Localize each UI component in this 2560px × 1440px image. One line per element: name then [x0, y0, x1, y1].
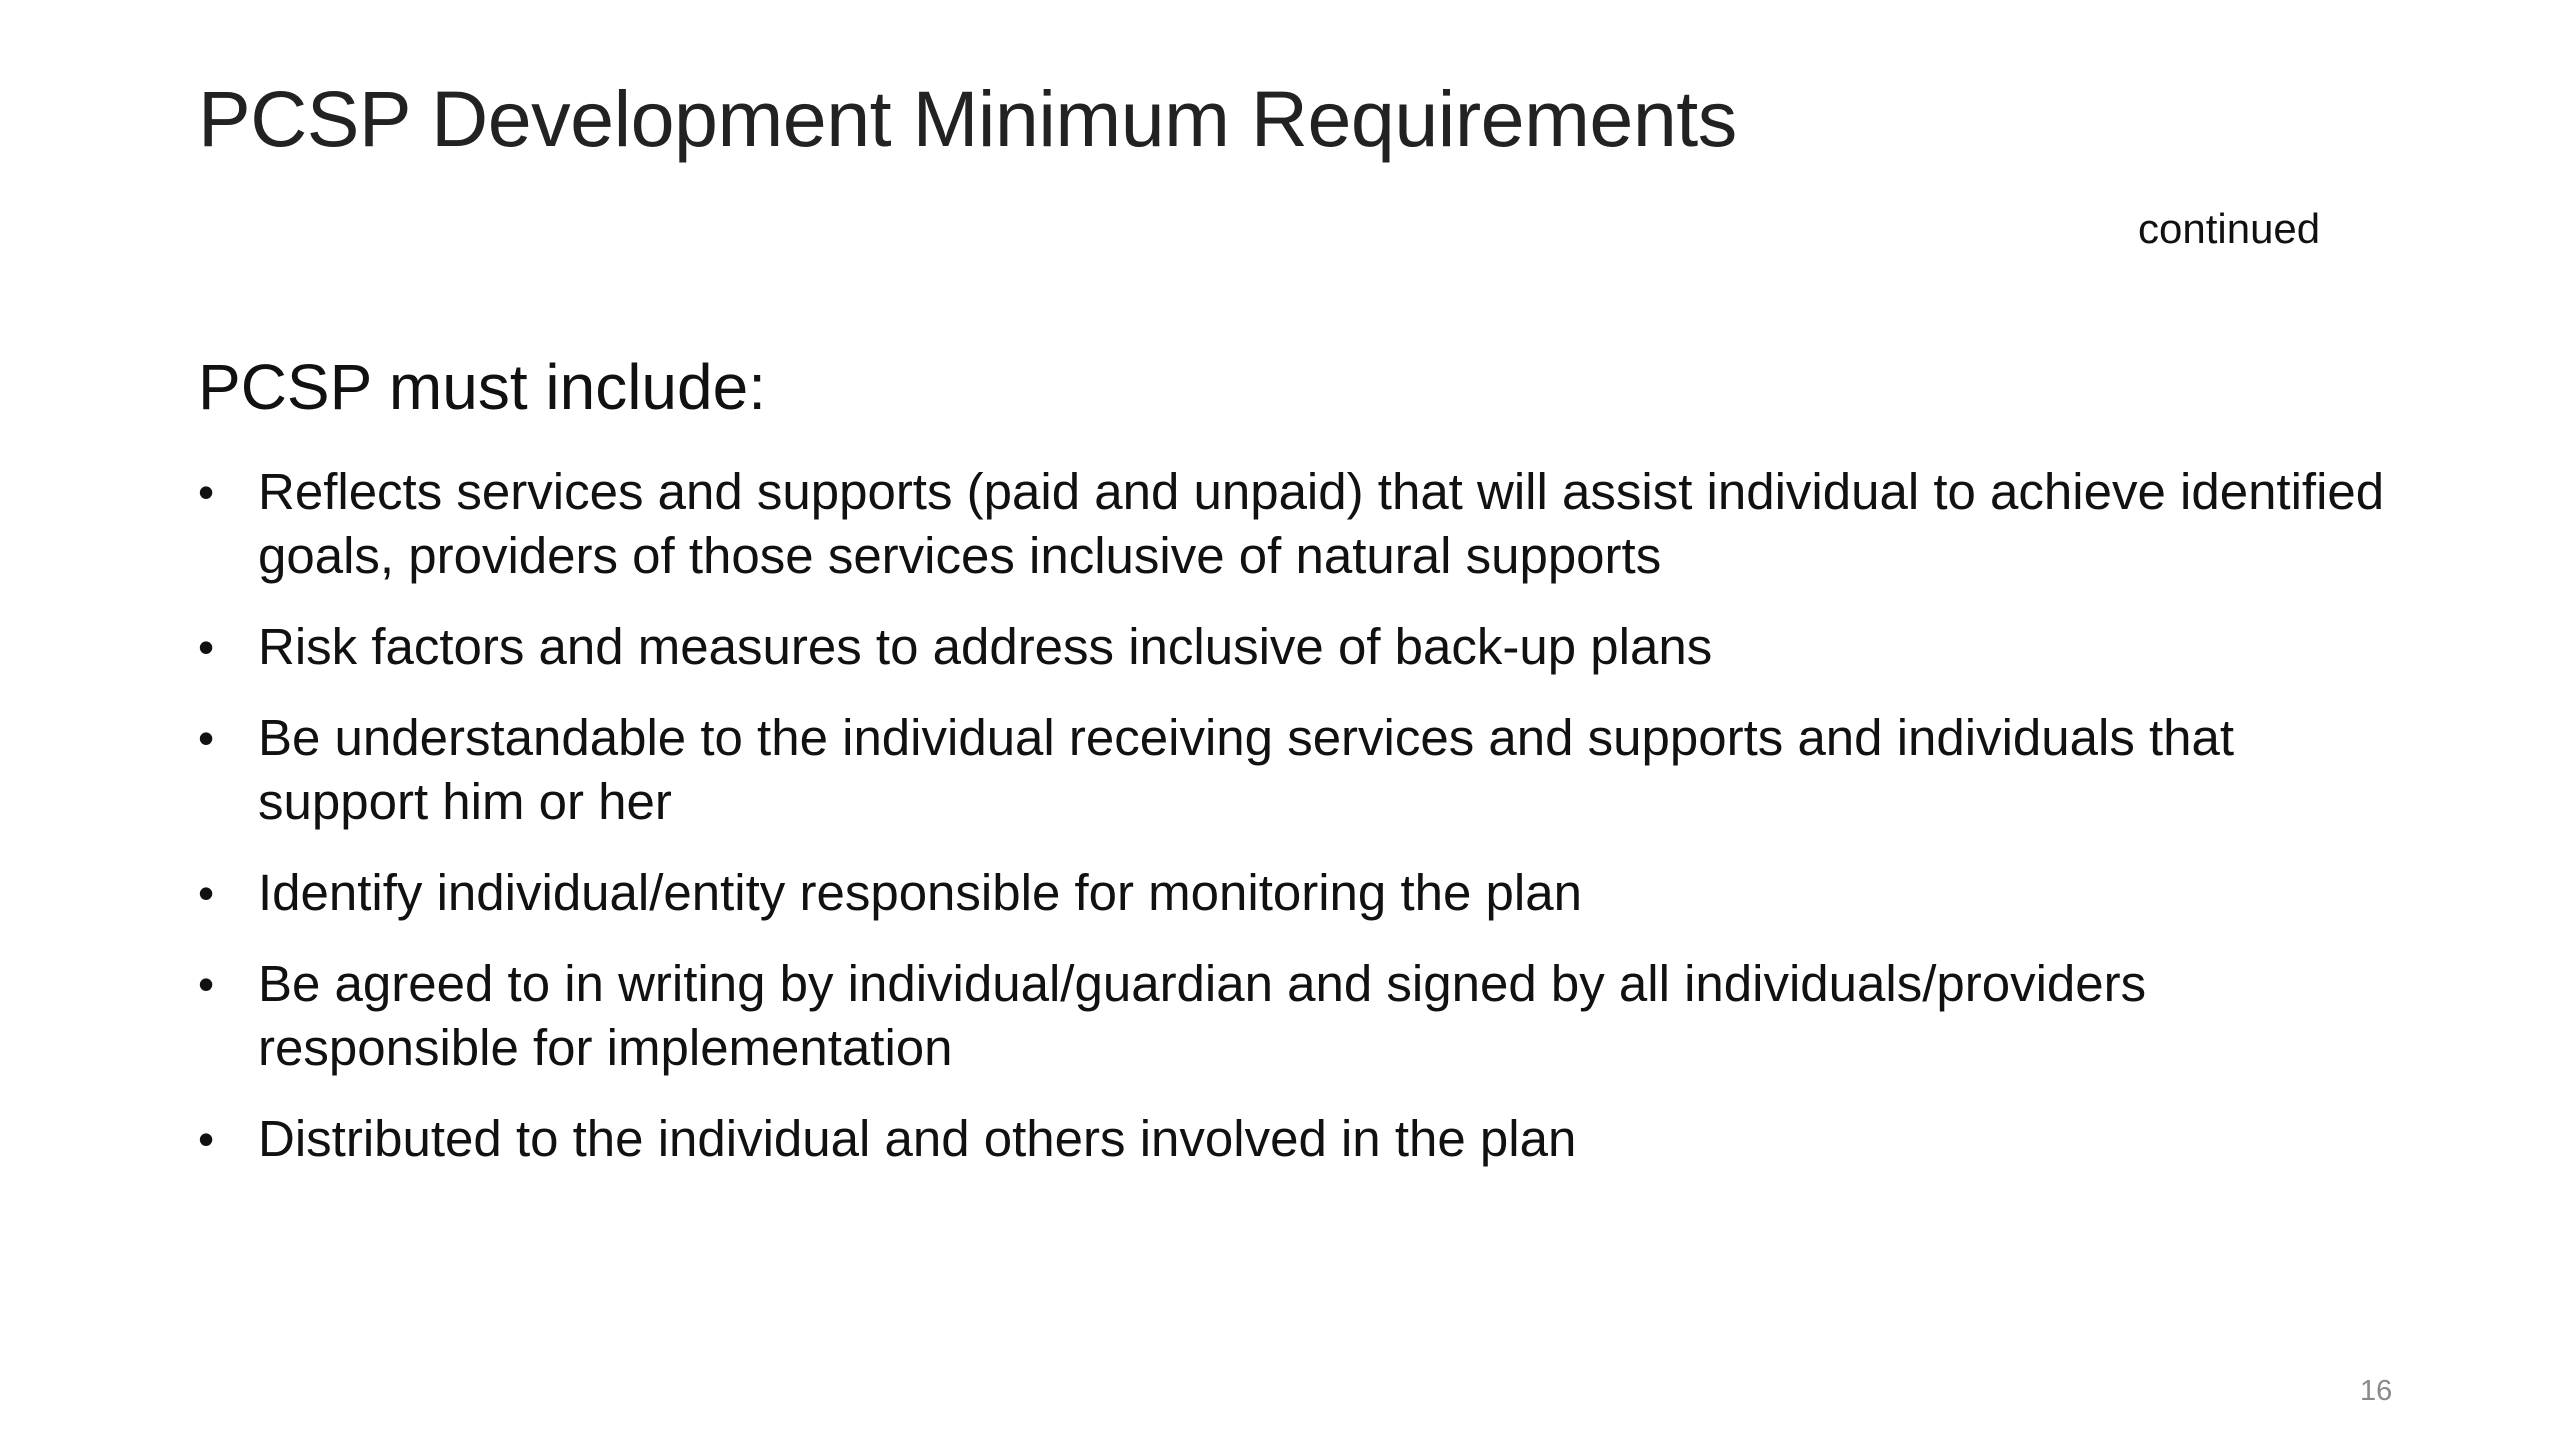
bullet-text: Risk factors and measures to address inclusive of back-up plans	[258, 618, 1713, 675]
section-heading: PCSP must include:	[198, 351, 766, 423]
page-number: 16	[2360, 1375, 2393, 1407]
bullet-list	[198, 460, 2398, 1198]
slide-title: PCSP Development Minimum Requirements	[198, 74, 1737, 163]
bullet-item	[198, 706, 2398, 834]
bullet-item	[198, 615, 2398, 679]
bullet-icon: •	[198, 466, 215, 518]
bullet-text: Distributed to the individual and others involved in the plan	[258, 1110, 1577, 1167]
bullet-icon: •	[198, 958, 215, 1010]
bullet-icon: •	[198, 712, 215, 764]
bullet-item	[198, 1107, 2398, 1171]
continued-label: continued	[2138, 205, 2321, 252]
bullet-text: Be understandable to the individual receiving services and supports and individuals that support him or her	[258, 709, 2235, 830]
bullet-text: Identify individual/entity responsible for monitoring the plan	[258, 864, 1582, 921]
bullet-item	[198, 952, 2398, 1080]
bullet-icon: •	[198, 1113, 215, 1165]
bullet-text: Be agreed to in writing by individual/guardian and signed by all individuals/providers responsible for implementation	[258, 955, 2147, 1076]
bullet-icon: •	[198, 621, 215, 673]
bullet-text: Reflects services and supports (paid and unpaid) that will assist individual to achieve identified goals, providers of those services inclusive of natural supports	[258, 463, 2385, 584]
bullet-icon: •	[198, 867, 215, 919]
bullet-item	[198, 861, 2398, 925]
bullet-item	[198, 460, 2398, 588]
